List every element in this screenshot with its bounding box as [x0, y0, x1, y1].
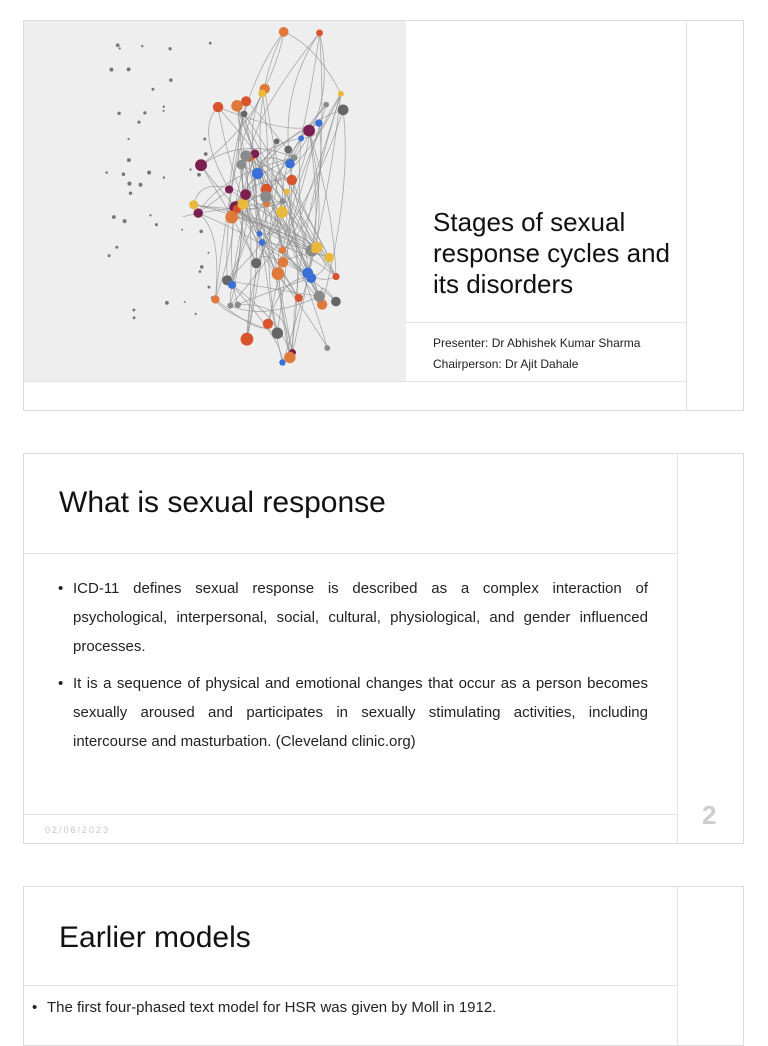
network-node [279, 359, 285, 365]
title-slide [23, 20, 744, 411]
divider [677, 887, 678, 1045]
scatter-dot [189, 168, 191, 170]
network-line [209, 107, 230, 189]
divider [24, 553, 677, 554]
scatter-dot [117, 112, 120, 115]
scatter-dot [147, 171, 151, 175]
network-node [272, 267, 285, 280]
scatter-dot [129, 191, 132, 194]
network-node [324, 253, 334, 263]
scatter-dot [109, 68, 113, 72]
network-node [274, 139, 280, 145]
chairperson-text: Chairperson: Dr Ajit Dahale [433, 357, 579, 371]
network-node [338, 91, 344, 97]
divider [24, 381, 686, 382]
network-node [272, 328, 283, 339]
bullet-list [58, 574, 648, 764]
scatter-dot [168, 47, 171, 50]
slide-title: Stages of sexual response cycles and its disorders [433, 207, 671, 299]
scatter-dot [163, 110, 165, 112]
scatter-dot [184, 301, 186, 303]
network-node [251, 258, 261, 268]
content-slide [23, 453, 744, 844]
list-item: • It is a sequence of physical and emotional changes that occur as a person becomes sexually aroused and participates in sexually stimulating activities, including intercourse and masturbation. (Cleveland clinic.org) [58, 669, 648, 756]
network-node [225, 185, 233, 193]
divider [406, 322, 686, 323]
network-node [314, 291, 325, 302]
network-node [285, 159, 295, 169]
scatter-dot [105, 171, 108, 174]
network-node [240, 150, 251, 161]
network-node [257, 231, 263, 237]
scatter-dot [112, 215, 116, 219]
scatter-dot [116, 43, 120, 47]
network-node [252, 168, 263, 179]
bullet-list [32, 997, 672, 1019]
scatter-dot [181, 229, 183, 231]
network-node [302, 268, 313, 279]
scatter-dot [203, 137, 206, 140]
scatter-dot [155, 223, 158, 226]
divider [24, 814, 677, 815]
network-node [287, 175, 297, 185]
network-node [241, 333, 254, 346]
network-node [211, 295, 219, 303]
network-node [234, 302, 240, 308]
network-node [278, 257, 289, 268]
network-node [227, 303, 233, 309]
network-node [331, 297, 341, 307]
network-node [237, 198, 248, 209]
presenter-text: Presenter: Dr Abhishek Kumar Sharma [433, 336, 641, 350]
scatter-dot [149, 214, 151, 216]
network-node [263, 319, 273, 329]
network-node [279, 247, 286, 254]
divider [677, 454, 678, 843]
scatter-dot [165, 301, 169, 305]
network-node [260, 191, 271, 202]
scatter-dot [127, 158, 131, 162]
network-line [215, 299, 268, 327]
slide-heading: What is sexual response [59, 486, 386, 519]
slide-date: 02/06/2023 [45, 825, 111, 835]
scatter-dot [169, 78, 173, 82]
network-node [295, 294, 303, 302]
scatter-dot [133, 316, 136, 319]
network-node [279, 27, 289, 37]
scatter-dot [122, 172, 126, 176]
network-node [258, 89, 266, 97]
network-node [195, 159, 207, 171]
content-slide [23, 886, 744, 1046]
network-node [213, 102, 223, 112]
scatter-dot [199, 270, 202, 273]
scatter-dot [143, 111, 146, 114]
divider [24, 985, 677, 986]
network-node [231, 100, 243, 112]
scatter-dot [139, 183, 143, 187]
network-node [303, 125, 315, 137]
slide-heading: Earlier models [59, 921, 251, 954]
scatter-dot [123, 219, 127, 223]
scatter-dot [209, 42, 212, 45]
network-node [280, 198, 286, 204]
scatter-dot [151, 88, 154, 91]
list-item: • ICD-11 defines sexual response is described as a complex interaction of psychological, interpersonal, social, cultural, physiological, and gender influenced processes. [58, 574, 648, 661]
network-node [324, 345, 330, 351]
network-node [315, 119, 322, 126]
network-node [259, 239, 266, 246]
scatter-dot [199, 230, 203, 234]
network-node [284, 189, 290, 195]
scatter-dot [127, 182, 131, 186]
scatter-dot [204, 152, 208, 156]
scatter-dot [132, 309, 135, 312]
network-node [240, 189, 251, 200]
scatter-dot [108, 254, 111, 257]
network-node [194, 208, 203, 217]
scatter-dot [115, 246, 118, 249]
scatter-dot [127, 67, 131, 71]
scatter-dot [197, 173, 201, 177]
network-node [284, 352, 295, 363]
page-number: 2 [702, 800, 717, 830]
list-item: • The first four-phased text model for HSR was given by Moll in 1912. [32, 997, 672, 1019]
network-node [338, 104, 349, 115]
network-node [241, 96, 251, 106]
network-node [241, 111, 248, 118]
scatter-dot [127, 138, 129, 140]
scatter-dot [137, 121, 140, 124]
scatter-dot [163, 105, 165, 107]
network-node [284, 146, 292, 154]
scatter-dot [208, 252, 210, 254]
network-line [198, 213, 217, 299]
scatter-dot [208, 286, 211, 289]
network-line [284, 32, 341, 94]
network-node [332, 273, 339, 280]
divider [686, 21, 687, 410]
network-node [316, 29, 323, 36]
network-node [228, 281, 236, 289]
scatter-dot [163, 176, 165, 178]
scatter-dot [119, 47, 121, 49]
scatter-dot [200, 265, 204, 269]
network-node [298, 135, 304, 141]
scatter-dot [211, 296, 213, 298]
network-node [189, 200, 198, 209]
network-node [276, 206, 288, 218]
network-line [265, 32, 284, 89]
scatter-dot [195, 313, 197, 315]
network-globe-image [24, 21, 406, 381]
scatter-dot [141, 45, 143, 47]
network-node [311, 242, 322, 253]
network-node [323, 102, 329, 108]
network-line [278, 274, 327, 348]
